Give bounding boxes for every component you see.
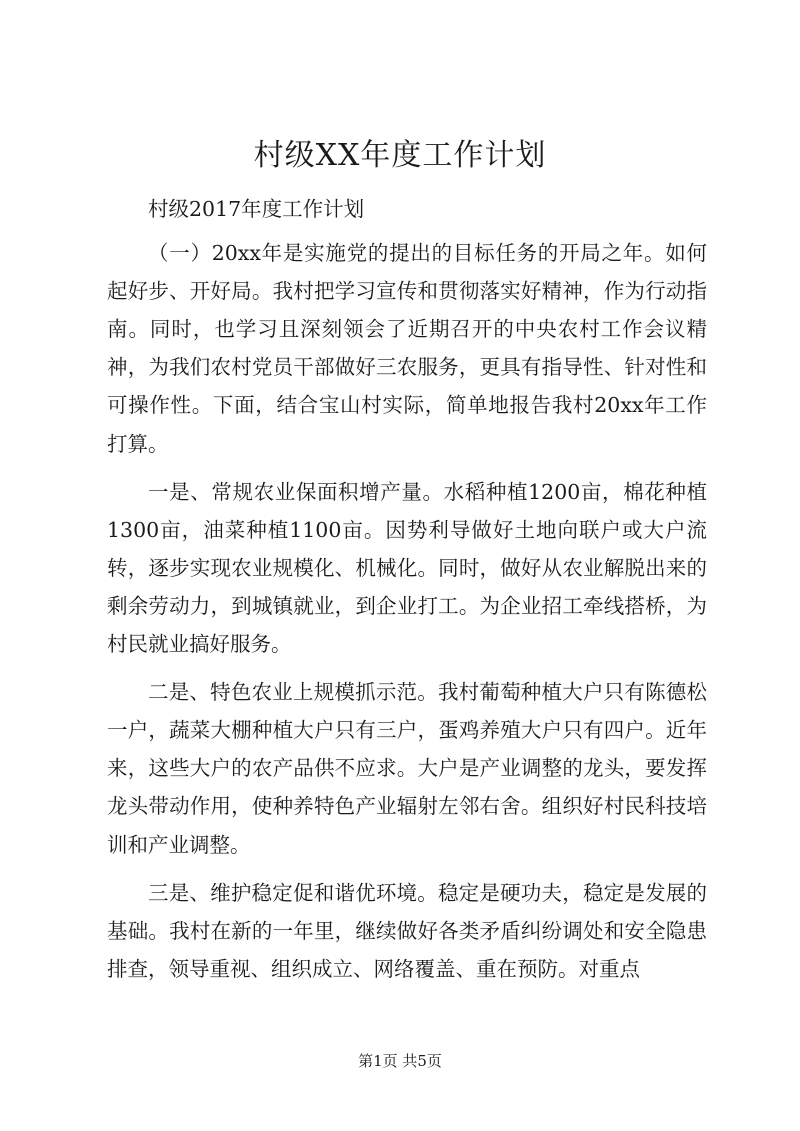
- paragraph-agriculture: 一是、常规农业保面积增产量。水稻种植1200亩，棉花种植1300亩，油菜种植1100亩。因势利导做好土地向联户或大户流转，逐步实现农业规模化、机械化。同时，做好从农业解脱出来的剩余劳动力，到城镇就业，到企业打工。为企业招工牵线搭桥，为村民就业搞好服务。: [107, 479, 707, 657]
- page-footer: 第1页 共5页: [358, 1052, 442, 1070]
- paragraph-stability: 三是、维护稳定促和谐优环境。稳定是硬功夫，稳定是发展的基础。我村在新的一年里，继续做好各类矛盾纠纷调处和安全隐患排查，领导重视、组织成立、网络覆盖、重在预防。对重点: [107, 880, 707, 981]
- paragraph-specialty-farming: 二是、特色农业上规模抓示范。我村葡萄种植大户只有陈德松一户，蔬菜大棚种植大户只有三户，蛋鸡养殖大户只有四户。近年来，这些大户的农产品供不应求。大户是产业调整的龙头，要发挥龙头带动作用，使种养特色产业辐射左邻右舍。组织好村民科技培训和产业调整。: [107, 680, 707, 857]
- paragraph-intro: （一）20xx年是实施党的提出的目标任务的开局之年。如何起好步、开好局。我村把学习宣传和贯彻落实好精神，作为行动指南。同时，也学习且深刻领会了近期召开的中央农村工作会议精神，为我们农村党员干部做好三农服务，更具有指导性、针对性和可操作性。下面，结合宝山村实际，简单地报告我村20xx年工作打算。: [107, 241, 707, 456]
- document-title: 村级XX年度工作计划: [253, 138, 547, 173]
- document-body: [107, 190, 707, 988]
- document-subtitle: 村级2017年度工作计划: [148, 197, 365, 221]
